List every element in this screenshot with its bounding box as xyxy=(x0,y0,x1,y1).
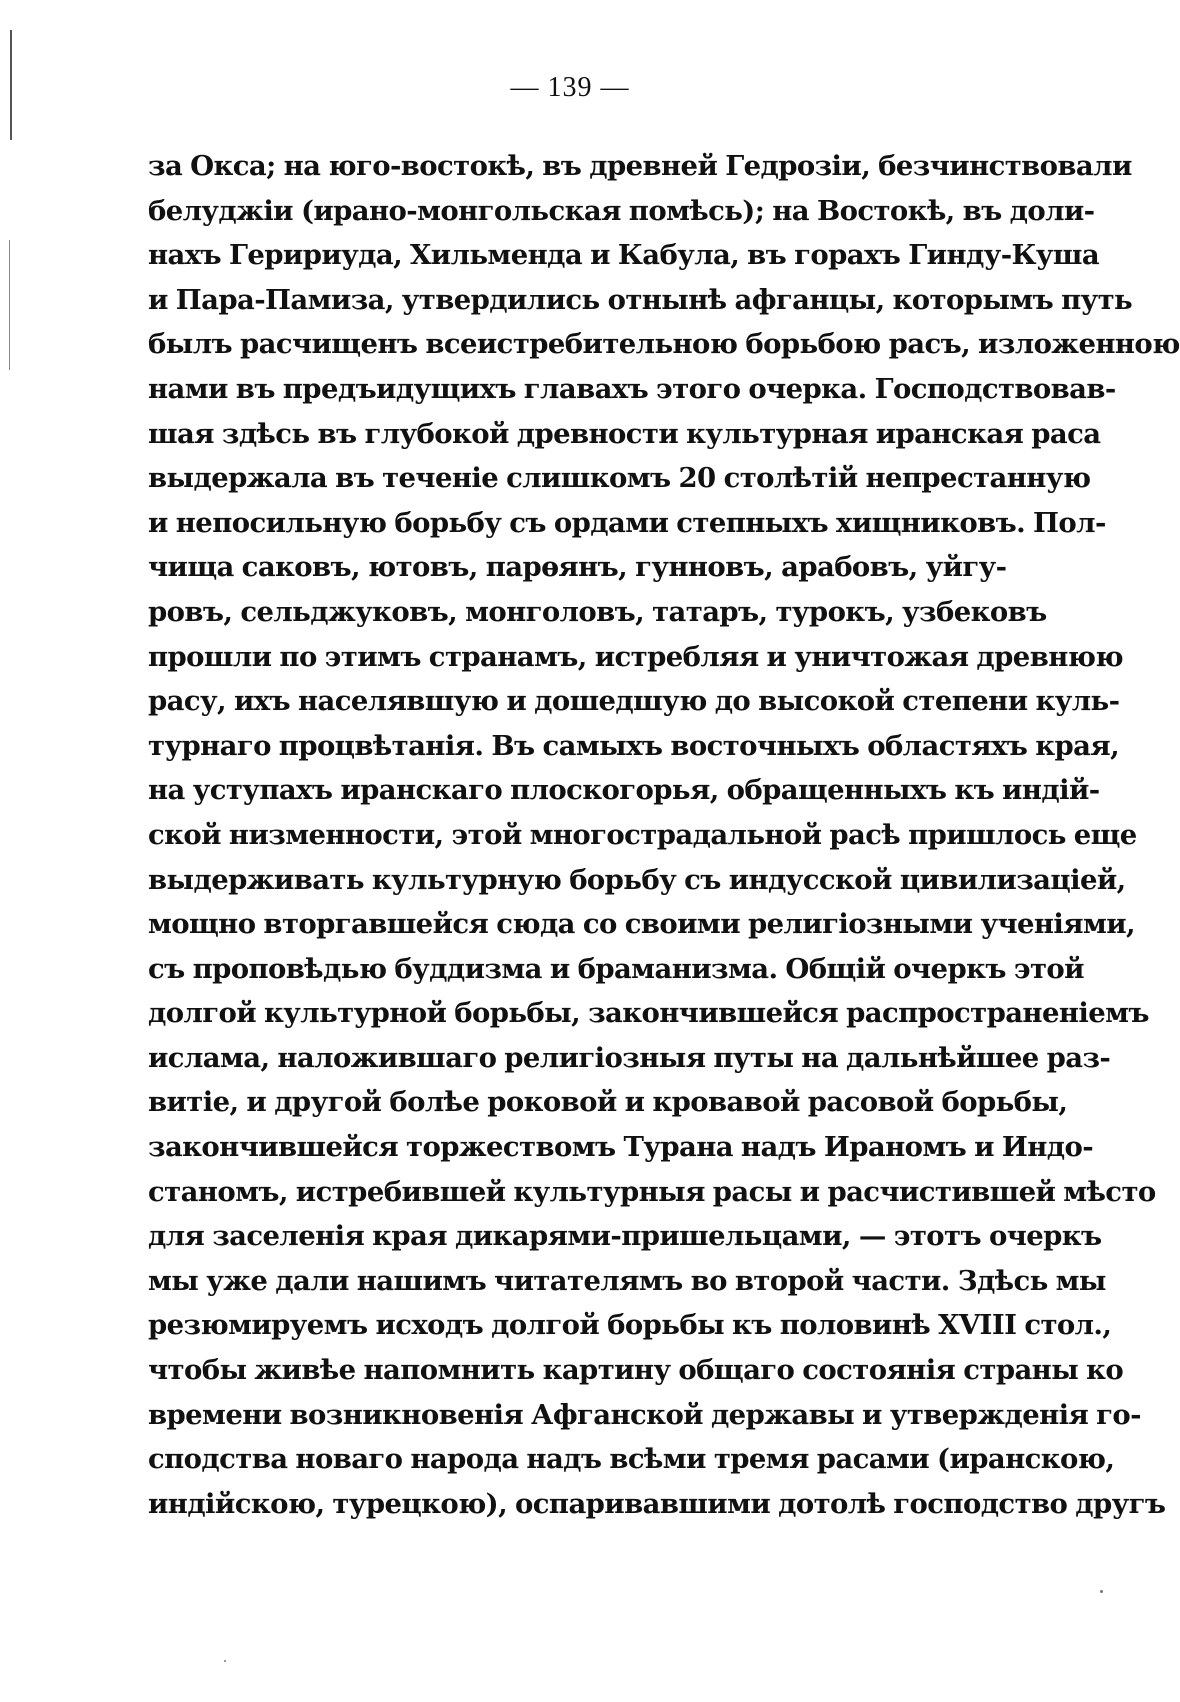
text-line: шая здѣсь въ глубокой древности культурная иранская раса xyxy=(148,417,1101,450)
text-line: выдерживать культурную борьбу съ индусской цивилизаціей, xyxy=(148,863,1126,896)
text-line: витіе, и другой болѣе роковой и кровавой расовой борьбы, xyxy=(148,1086,1068,1119)
text-line: и Пара-Памиза, утвердились отнынѣ афганцы, которымъ путь xyxy=(148,283,1133,316)
text-line: резюмируемъ исходъ долгой борьбы къ половинѣ XVIII стол., xyxy=(148,1309,1112,1342)
text-line: закончившейся торжествомъ Турана надъ Ираномъ и Индо- xyxy=(148,1131,1094,1164)
body-text xyxy=(148,144,1180,1526)
text-line: ровъ, сельджуковъ, монголовъ, татаръ, турокъ, узбековъ xyxy=(148,595,1047,628)
text-line: индійскою, турецкою), оспаривавшими дотолѣ господство другъ xyxy=(148,1487,1166,1520)
text-line: за Окса; на юго-востокѣ, въ древней Гедрозіи, безчинствовали xyxy=(148,150,1132,182)
scan-edge-line xyxy=(9,240,10,370)
text-line: чища саковъ, ютовъ, парѳянъ, гунновъ, арабовъ, уйгу- xyxy=(148,551,1007,584)
text-line: белуджіи (ирано-монгольская помѣсь); на Востокѣ, въ доли- xyxy=(148,194,1095,227)
page-number: — 139 — xyxy=(510,72,630,103)
text-line: мы уже дали нашимъ читателямъ во второй части. Здѣсь мы xyxy=(148,1264,1106,1297)
text-line: мощно вторгавшейся сюда со своими религіозными ученіями, xyxy=(148,908,1136,941)
text-line: нами въ предъидущихъ главахъ этого очерка. Господствовав- xyxy=(148,372,1116,405)
text-line: и непосильную борьбу съ ордами степныхъ хищниковъ. Пол- xyxy=(148,506,1106,539)
text-line: нахъ Геририуда, Хильменда и Кабула, въ горахъ Гинду-Куша xyxy=(148,239,1100,272)
text-line: ской низменности, этой многострадальной расѣ пришлось еще xyxy=(148,818,1137,851)
text-line: долгой культурной борьбы, закончившейся распространеніемъ xyxy=(148,997,1149,1030)
text-line: чтобы живѣе напомнить картину общаго состоянія страны ко xyxy=(148,1354,1124,1387)
scan-speck xyxy=(1100,1590,1103,1593)
text-line: выдержала въ теченіе слишкомъ 20 столѣтій непрестанную xyxy=(148,462,1091,495)
text-line: расу, ихъ населявшую и дошедшую до высокой степени куль- xyxy=(148,685,1120,718)
text-line: съ проповѣдью буддизма и браманизма. Общій очеркъ этой xyxy=(148,952,1084,985)
text-line: былъ расчищенъ всеистребительною борьбою расъ, изложенною xyxy=(148,328,1180,361)
scan-speck xyxy=(224,1660,226,1662)
text-line: ислама, наложившаго религіозныя путы на дальнѣйшее раз- xyxy=(148,1041,1111,1074)
text-line: на уступахъ иранскаго плоскогорья, обращенныхъ къ индій- xyxy=(148,774,1100,807)
text-line: времени возникновенія Афганской державы и утвержденія го- xyxy=(148,1398,1141,1431)
text-line: прошли по этимъ странамъ, истребляя и уничтожая древнюю xyxy=(148,640,1123,673)
text-line: станомъ, истребившей культурныя расы и расчистившей мѣсто xyxy=(148,1175,1156,1208)
text-line: для заселенія края дикарями-пришельцами, — этотъ очеркъ xyxy=(148,1220,1102,1253)
text-line: турнаго процвѣтанія. Въ самыхъ восточныхъ областяхъ края, xyxy=(148,729,1120,762)
text-line: сподства новаго народа надъ всѣми тремя расами (иранскою, xyxy=(148,1443,1115,1476)
